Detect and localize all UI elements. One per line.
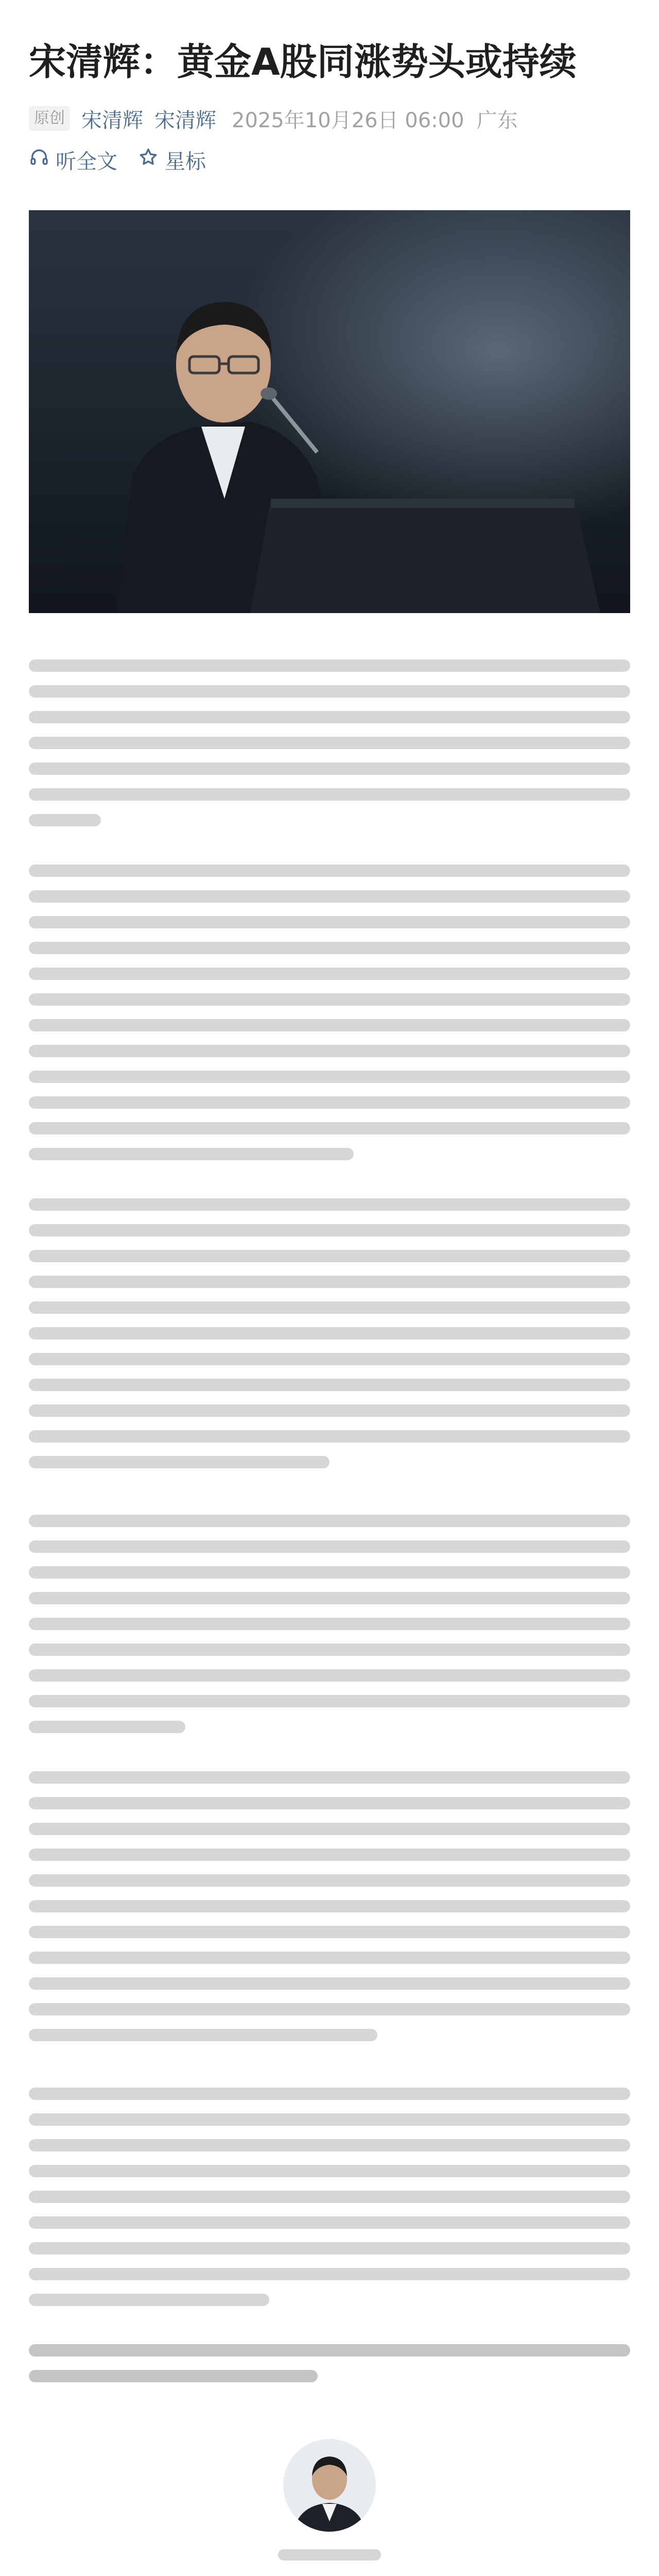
listen-label: 听全文 (56, 149, 117, 174)
author-footer (29, 2439, 630, 2561)
star-label: 星标 (165, 149, 206, 174)
publish-region: 广东 (476, 108, 518, 132)
star-button[interactable] (138, 145, 206, 175)
article-title: 宋清辉：黄金A股同涨势头或持续 (29, 40, 577, 83)
paragraph-5 (29, 1771, 630, 2041)
meta-row (29, 103, 630, 134)
author-note (29, 2344, 630, 2382)
author-name-link[interactable]: 宋清辉 (81, 108, 143, 132)
headphones-icon (29, 147, 56, 173)
star-icon (138, 147, 165, 173)
article-actions (29, 145, 630, 174)
paragraph-2 (29, 865, 630, 1160)
account-name-link[interactable]: 宋清辉 (154, 108, 216, 132)
author-caption (278, 2549, 381, 2561)
original-badge: 原创 (29, 106, 70, 131)
article-photo (29, 210, 630, 613)
publish-date: 2025年10月26日 06:00 (232, 108, 464, 132)
author-avatar[interactable] (283, 2439, 376, 2532)
paragraph-6 (29, 2088, 630, 2306)
listen-button[interactable] (29, 145, 117, 175)
paragraph-3 (29, 1198, 630, 1468)
paragraph-1 (29, 659, 630, 826)
paragraph-4 (29, 1515, 630, 1733)
